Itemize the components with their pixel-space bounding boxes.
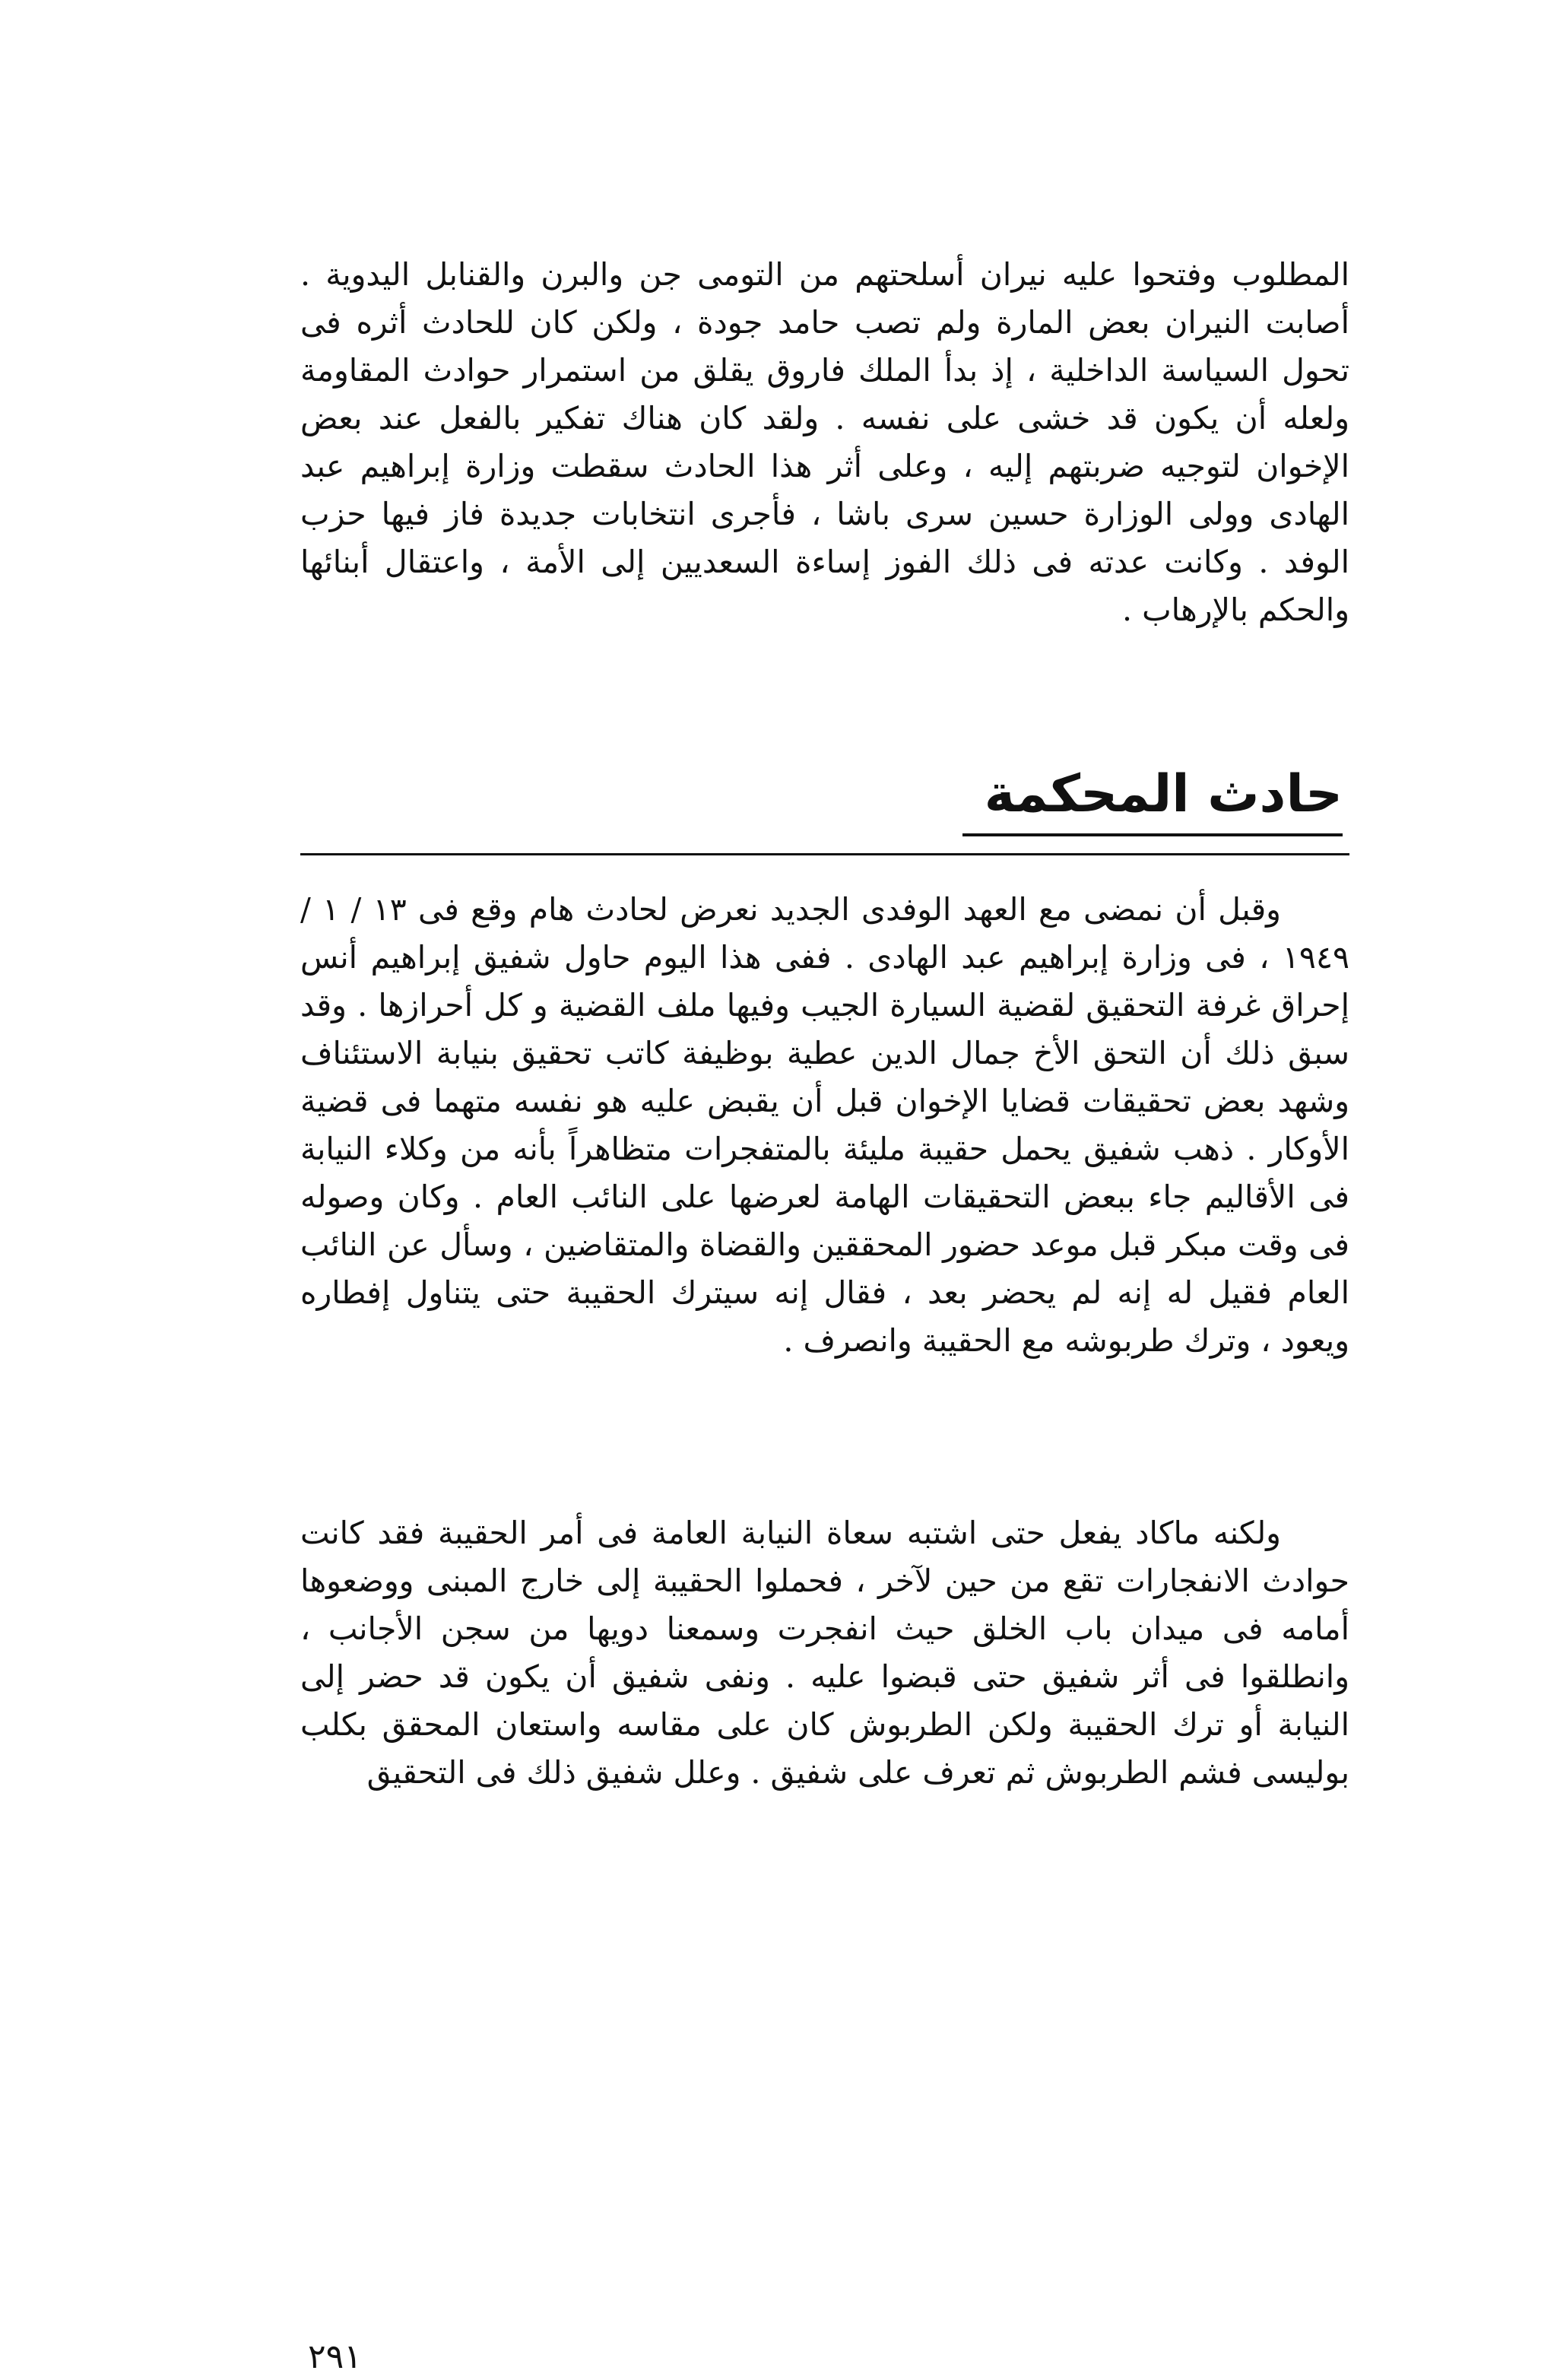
paragraph-top-text: المطلوب وفتحوا عليه نيران أسلحتهم من التومى جن والبرن والقنابل اليدوية . أصابت النيران بعض المارة ولم تصب حامد جودة ، ولكن كان للحادث أثره فى تحول السياسة الداخلية ، إذ بدأ الملك فاروق يقلق من استمرار حوادث المقاومة ولعله أن يكون قد خشى على نفسه . ولقد كان هناك تفكير بالفعل عند بعض الإخوان لتوجيه ضربتهم إليه ، وعلى أثر هذا الحادث سقطت وزارة إبراهيم عبد الهادى وولى الوزارة حسين سرى باشا ، فأجرى انتخابات جديدة فاز فيها حزب الوفد . وكانت عدته فى ذلك الفوز إساءة السعديين إلى الأمة ، واعتقال أبنائها والحكم بالإرهاب . [300,256,1349,628]
paragraph-3 [300,1509,1349,1797]
page-number: ٢٩١ [308,2337,362,2376]
paragraph-top [300,251,1349,634]
section-heading: حادث المحكمة [962,760,1343,836]
paragraph-2-text: وقبل أن نمضى مع العهد الوفدى الجديد نعرض لحادث هام وقع فى ١٣ / ١ / ١٩٤٩ ، فى وزارة إبراهيم عبد الهادى . ففى هذا اليوم حاول شفيق إبراهيم أنس إحراق غرفة التحقيق لقضية السيارة الجيب وفيها ملف القضية و كل أحرازها . وقد سبق ذلك أن التحق الأخ جمال الدين عطية بوظيفة كاتب تحقيق بنيابة الاستئناف وشهد بعض تحقيقات قضايا الإخوان قبل أن يقبض عليه هو نفسه متهما فى قضية الأوكار . ذهب شفيق يحمل حقيبة مليئة بالمتفجرات متظاهراً بأنه من وكلاء النيابة فى الأقاليم جاء ببعض التحقيقات الهامة لعرضها على النائب العام . وكان وصوله فى وقت مبكر قبل موعد حضور المحققين والقضاة والمتقاضين ، وسأل عن النائب العام فقيل له إنه لم يحضر بعد ، فقال إنه سيترك الحقيبة حتى يتناول إفطاره ويعود ، وترك طربوشه مع الحقيبة وانصرف . [300,891,1349,1359]
paragraph-3-text: ولكنه ماكاد يفعل حتى اشتبه سعاة النيابة العامة فى أمر الحقيبة فقد كانت حوادث الانفجارات تقع من حين لآخر ، فحملوا الحقيبة إلى خارج المبنى ووضعوها أمامه فى ميدان باب الخلق حيث انفجرت وسمعنا دويها من سجن الأجانب ، وانطلقوا فى أثر شفيق حتى قبضوا عليه . ونفى شفيق أن يكون قد حضر إلى النيابة أو ترك الحقيبة ولكن الطربوش كان على مقاسه واستعان المحقق بكلب بوليسى فشم الطربوش ثم تعرف على شفيق . وعلل شفيق ذلك فى التحقيق [300,1515,1349,1791]
paragraph-2 [300,886,1349,1365]
section-divider [300,853,1349,855]
